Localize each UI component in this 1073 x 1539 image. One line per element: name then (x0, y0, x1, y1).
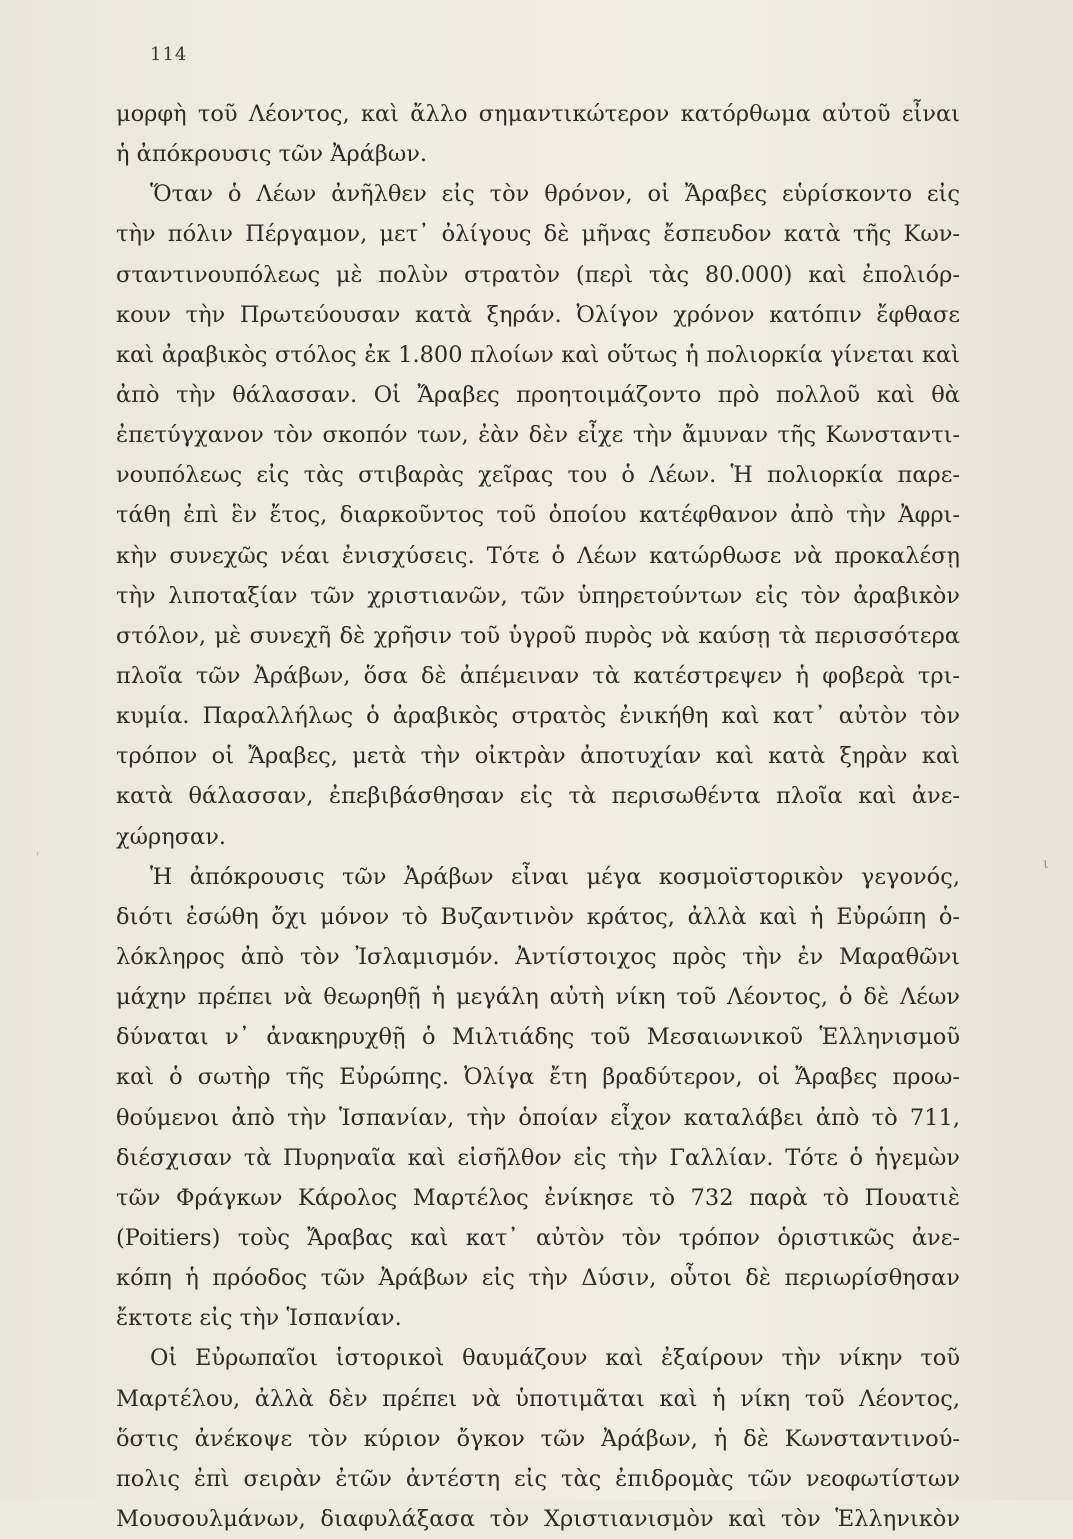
text-line: καὶ ἀραβικὸς στόλος ἐκ 1.800 πλοίων καὶ οὕτως ἡ πολιορκία γίνεται καὶ (116, 341, 960, 368)
text-line: θούμενοι ἀπὸ τὴν Ἱσπανίαν, τὴν ὁποίαν εἶχον καταλάβει ἀπὸ τὸ 711, (116, 1104, 960, 1131)
text-line: ἀπὸ τὴν θάλασσαν. Οἱ Ἄραβες προητοιμάζοντο πρὸ πολλοῦ καὶ θὰ (116, 381, 960, 408)
text-line: τρόπον οἱ Ἄραβες, μετὰ τὴν οἰκτρὰν ἀποτυχίαν καὶ κατὰ ξηρὰν καὶ (116, 743, 960, 770)
text-line: τὴν λιποταξίαν τῶν χριστιανῶν, τῶν ὑπηρετούντων εἰς τὸν ἀραβικὸν (116, 582, 960, 609)
text-line: Μουσουλμάνων, διαφυλάξασα τὸν Χριστιανισμὸν καὶ τὸν Ἑλληνικὸν (116, 1505, 960, 1532)
text-line: νουπόλεως εἰς τὰς στιβαρὰς χεῖρας του ὁ Λέων. Ἡ πολιορκία παρε- (116, 462, 960, 489)
text-line: τῶν Φράγκων Κάρολος Μαρτέλος ἐνίκησε τὸ 732 παρὰ τὸ Πουατιὲ (116, 1184, 960, 1211)
page-number: 114 (150, 44, 188, 65)
text-line: κουν τὴν Πρωτεύουσαν κατὰ ξηράν. Ὀλίγον χρόνον κατόπιν ἔφθασε (116, 301, 960, 328)
text-line: Μαρτέλου, ἀλλὰ δὲν πρέπει νὰ ὑποτιμᾶται καὶ ἡ νίκη τοῦ Λέοντος, (116, 1385, 960, 1412)
text-line: δύναται ν᾽ ἀνακηρυχθῇ ὁ Μιλτιάδης τοῦ Μεσαιωνικοῦ Ἑλληνισμοῦ (116, 1024, 960, 1051)
text-line: μάχην πρέπει νὰ θεωρηθῇ ἡ μεγάλη αὐτὴ νίκη τοῦ Λέοντος, ὁ δὲ Λέων (116, 984, 960, 1011)
text-line: διέσχισαν τὰ Πυρηναῖα καὶ εἰσῆλθον εἰς τὴν Γαλλίαν. Τότε ὁ ἡγεμὼν (116, 1144, 960, 1171)
text-line: Ἡ ἀπόκρουσις τῶν Ἀράβων εἶναι μέγα κοσμοϊστορικὸν γεγονός, (150, 863, 960, 890)
text-line: στόλον, μὲ συνεχῆ δὲ χρῆσιν τοῦ ὑγροῦ πυρὸς νὰ καύσῃ τὰ περισσότερα (116, 622, 960, 649)
text-line: μορφὴ τοῦ Λέοντος, καὶ ἄλλο σημαντικώτερον κατόρθωμα αὐτοῦ εἶναι (116, 101, 960, 127)
text-line: κατὰ θάλασσαν, ἐπεβιβάσθησαν εἰς τὰ περισωθέντα πλοῖα καὶ ἀνε- (116, 783, 960, 810)
text-line: καὶ ὁ σωτὴρ τῆς Εὐρώπης. Ὀλίγα ἔτη βραδύτερον, οἱ Ἄραβες προω- (116, 1064, 960, 1091)
text-line: (Poitiers) τοὺς Ἄραβας καὶ κατ᾽ αὐτὸν τὸν τρόπον ὁριστικῶς ἀνε- (116, 1224, 960, 1251)
text-line: λόκληρος ἀπὸ τὸν Ἰσλαμισμόν. Ἀντίστοιχος πρὸς τὴν ἐν Μαραθῶνι (116, 943, 960, 970)
text-line: πλοῖα τῶν Ἀράβων, ὅσα δὲ ἀπέμειναν τὰ κατέστρεψεν ἡ φοβερὰ τρι- (116, 662, 960, 689)
text-line: τάθη ἐπὶ ἓν ἔτος, διαρκοῦντος τοῦ ὁποίου κατέφθανον ἀπὸ τὴν Ἀφρι- (116, 502, 960, 529)
text-line: κόπη ἡ πρόοδος τῶν Ἀράβων εἰς τὴν Δύσιν, οὗτοι δὲ περιωρίσθησαν (116, 1265, 960, 1292)
text-line: ἔκτοτε εἰς τὴν Ἱσπανίαν. (116, 1305, 402, 1332)
text-line: ἡ ἀπόκρουσις τῶν Ἀράβων. (116, 141, 428, 168)
body-text (116, 94, 960, 1539)
text-line: ὅστις ἀνέκοψε τὸν κύριον ὄγκον τῶν Ἀράβων, ἡ δὲ Κωνσταντινού- (116, 1425, 960, 1452)
text-line: τὴν πόλιν Πέργαμον, μετ᾽ ὀλίγους δὲ μῆνας ἔσπευδον κατὰ τῆς Κων- (116, 221, 960, 248)
text-line: Ὅταν ὁ Λέων ἀνῆλθεν εἰς τὸν θρόνον, οἱ Ἄραβες εὑρίσκοντο εἰς (150, 181, 960, 208)
text-line: κυμία. Παραλλήλως ὁ ἀραβικὸς στρατὸς ἐνικήθη καὶ κατ᾽ αὐτὸν τὸν (116, 703, 960, 730)
margin-mark: ι (1043, 856, 1049, 872)
text-line: πολις ἐπὶ σειρὰν ἐτῶν ἀντέστη εἰς τὰς ἐπιδρομὰς τῶν νεοφωτίστων (116, 1465, 960, 1492)
text-line: χώρησαν. (116, 823, 227, 850)
text-line: Οἱ Εὐρωπαῖοι ἱστορικοὶ θαυμάζουν καὶ ἐξαίρουν τὴν νίκην τοῦ (150, 1345, 960, 1372)
text-line: σταντινουπόλεως μὲ πολὺν στρατὸν (περὶ τὰς 80.000) καὶ ἐπολιόρ- (116, 261, 960, 288)
text-line: κὴν συνεχῶς νέαι ἐνισχύσεις. Τότε ὁ Λέων κατώρθωσε νὰ προκαλέσῃ (116, 542, 960, 569)
gutter-mark: ' (36, 850, 40, 864)
text-line: ἐπετύγχανον τὸν σκοπόν των, ἐὰν δὲν εἶχε τὴν ἄμυναν τῆς Κωνσταντι- (116, 422, 960, 449)
text-line: διότι ἐσώθη ὄχι μόνον τὸ Βυζαντινὸν κράτος, ἀλλὰ καὶ ἡ Εὐρώπη ὁ- (116, 903, 960, 930)
